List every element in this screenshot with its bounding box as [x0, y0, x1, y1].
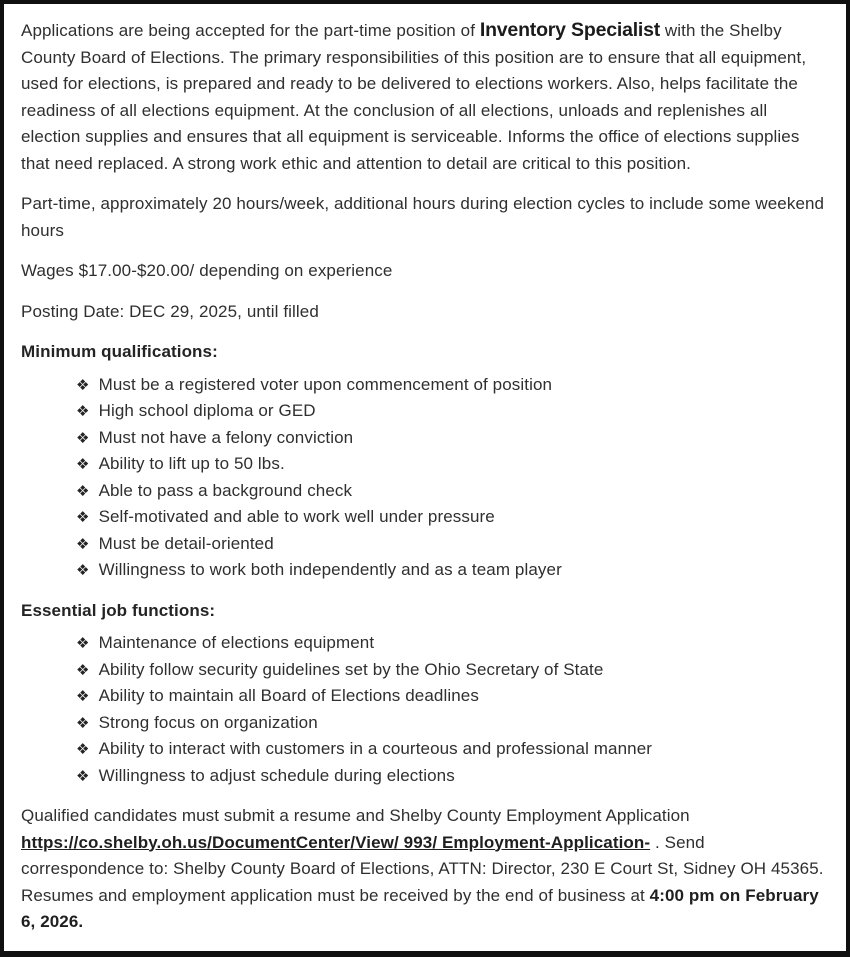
- list-item: [76, 372, 829, 399]
- list-item: [76, 763, 829, 790]
- list-item-text: Willingness to work both independently and as a team player: [98, 560, 562, 579]
- list-item: [76, 710, 829, 737]
- list-item: [76, 478, 829, 505]
- job-title: Inventory Specialist: [479, 19, 661, 41]
- wages-paragraph: Wages $17.00-$20.00/ depending on experience: [21, 261, 393, 280]
- diamond-bullet-icon: ❖: [76, 634, 90, 652]
- list-item-text: Must be a registered voter upon commencement of position: [98, 374, 553, 394]
- closing-text-lead: Qualified candidates must submit a resume and Shelby County Employment Application: [21, 806, 690, 825]
- diamond-bullet-icon: ❖: [76, 428, 90, 447]
- closing-text-middle: . Send correspondence to: Shelby County Board of Elections, ATTN: Director, 230 E Court St, Sidney OH 45365. Resumes and employment application must be received by the end of business at: [21, 832, 824, 905]
- diamond-bullet-icon: ❖: [76, 740, 90, 758]
- list-item: [76, 451, 829, 478]
- list-item-text: Willingness to adjust schedule during elections: [98, 765, 455, 785]
- diamond-bullet-icon: ❖: [76, 508, 90, 526]
- list-item: [76, 531, 829, 558]
- list-item: [76, 557, 829, 584]
- list-item: [76, 683, 829, 710]
- list-item-text: Ability to lift up to 50 lbs.: [98, 454, 285, 473]
- list-item: [76, 504, 829, 531]
- intro-paragraph: [21, 17, 829, 177]
- list-item-text: High school diploma or GED: [98, 401, 316, 420]
- hours-paragraph: Part-time, approximately 20 hours/week, additional hours during election cycles to include some weekend hours: [21, 194, 825, 240]
- job-functions-list: [21, 630, 829, 789]
- list-item: [76, 630, 829, 657]
- diamond-bullet-icon: ❖: [76, 766, 90, 785]
- list-item: [76, 736, 829, 763]
- diamond-bullet-icon: ❖: [76, 534, 90, 553]
- list-item-text: Must not have a felony conviction: [98, 427, 354, 447]
- min-qualifications-list: [21, 372, 829, 584]
- application-link[interactable]: https://co.shelby.oh.us/DocumentCenter/View/ 993/ Employment-Application-: [21, 832, 651, 852]
- diamond-bullet-icon: ❖: [76, 455, 90, 473]
- diamond-bullet-icon: ❖: [76, 561, 90, 579]
- list-item-text: Maintenance of elections equipment: [98, 633, 375, 652]
- min-qualifications-heading: Minimum qualifications:: [21, 342, 218, 361]
- diamond-bullet-icon: ❖: [76, 481, 90, 500]
- diamond-bullet-icon: ❖: [76, 660, 90, 679]
- list-item-text: Self-motivated and able to work well under pressure: [98, 507, 495, 526]
- application-deadline: 4:00 pm on February 6, 2026.: [21, 885, 819, 931]
- diamond-bullet-icon: ❖: [76, 375, 90, 394]
- list-item: [76, 425, 829, 452]
- list-item: [76, 398, 829, 425]
- list-item: [76, 657, 829, 684]
- diamond-bullet-icon: ❖: [76, 402, 90, 420]
- diamond-bullet-icon: ❖: [76, 687, 90, 705]
- list-item-text: Ability to interact with customers in a courteous and professional manner: [98, 739, 653, 758]
- diamond-bullet-icon: ❖: [76, 713, 90, 732]
- intro-text-pre: Applications are being accepted for the part-time position of: [21, 21, 480, 40]
- closing-paragraph: [21, 803, 829, 936]
- list-item-text: Ability to maintain all Board of Elections deadlines: [98, 686, 479, 705]
- list-item-text: Must be detail-oriented: [98, 533, 274, 553]
- job-functions-heading: Essential job functions:: [21, 600, 216, 620]
- intro-text-post: with the Shelby County Board of Elections. The primary responsibilities of this position are to ensure that all equipment, used for elections, is prepared and ready to be delivered to elections workers. Also, helps facilitate the readiness of all elections equipment. At the conclusion of all elections, unloads and replenishes all election supplies and ensures that all equipment is serviceable. Informs the office of elections supplies that need replaced. A strong work ethic and attention to detail are critical to this position.: [21, 21, 807, 173]
- list-item-text: Strong focus on organization: [98, 712, 318, 732]
- posting-date-paragraph: Posting Date: DEC 29, 2025, until filled: [21, 301, 319, 321]
- list-item-text: Ability follow security guidelines set by the Ohio Secretary of State: [98, 659, 604, 679]
- list-item-text: Able to pass a background check: [98, 480, 353, 500]
